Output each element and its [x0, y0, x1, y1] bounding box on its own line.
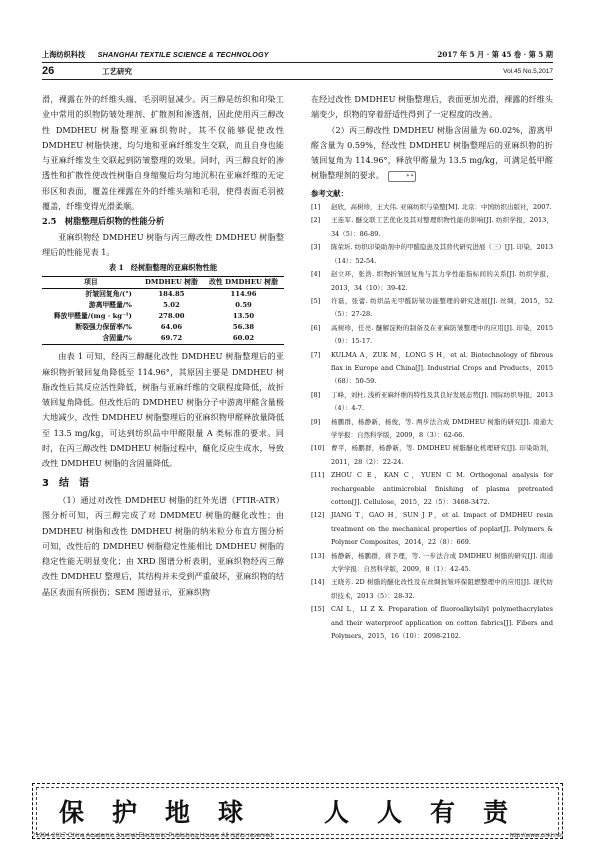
table-row: [42, 322, 284, 333]
reference-text: 赵立环，张浩. 织物折皱回复角与其力学性能指标间的关系[J]. 纺织学报，2013，34（10）：39-42.: [331, 270, 553, 292]
header-rule-2: [42, 79, 553, 80]
table-cell: 64.06: [160, 323, 183, 332]
reference-number: [2]: [311, 216, 321, 225]
right-column: [311, 92, 553, 643]
reference-number: [8]: [311, 390, 321, 399]
table-row: [42, 300, 284, 311]
reference-item: [311, 416, 553, 443]
section-label: 工艺研究: [102, 66, 132, 76]
reference-item: [311, 442, 553, 469]
reference-text: 杨静新，杨鹏群，蒋予理，等. 一步法合成 DMDHEU 树脂的研究[J]. 南通大学学报：自然科学版，2009，8（1）：42-45.: [331, 551, 553, 574]
table-cell: 13.50: [232, 312, 255, 321]
reference-item: [311, 576, 553, 603]
table-cell: 断裂强力保留率/%: [75, 323, 132, 332]
table-cell: 114.96: [230, 290, 257, 299]
reference-text: KULMA A，ZUK M，LONG S H，et al. Biotechnology of fibrous flax in Europe and China[J]. Industrial Crops and Products，2015（68）：50-59.: [331, 350, 553, 386]
header-rule: [42, 62, 553, 63]
reference-item: [311, 322, 553, 349]
paragraph: 滑，裸露在外的纤维头端、毛羽明显减少。丙三醇是纺织和印染工业中常用的织物防皱处理剂、扩散剂和渗透剂，因此使用丙三醇改性 DMDHEU 树脂整理亚麻织物时，其不仅能够促使改性 DMDHEU 树脂快速、均匀地和亚麻纤维发生交联，而且自身也能与亚麻纤维发生交联起到防皱整理的效果。同时，丙三醇良好的渗透性和扩散性使改性树脂自身缩聚后均匀地沉积在亚麻纤维的无定形区和表面，覆盖住裸露在外的纤维头端和毛羽，使得表面毛羽被覆盖，纤维变得光滑柔顺。: [42, 94, 284, 212]
paragraph: （1）通过对改性 DMDHEU 树脂的红外光谱（FTIR-ATR）图分析可知，丙三醇完成了对 DMDMEU 树脂的醚化改性；由 DMDHEU 树脂和改性 DMDHEU 树脂的纳米粒分布直方图分析可知，改性后的 DMDHEU 树脂稳定性能相比 DMDHEU 树脂的稳定性能无明显变化；由 XRD 图谱分析表明，亚麻织物经丙三醇改性 DMDHEU 整理后，其结构并未受到严重破坏，亚麻织物的结晶区表面有所损伤；SEM 图谱显示，亚麻织物: [42, 494, 284, 597]
page-number: 26: [42, 65, 55, 77]
reference-text: 高树珍，任亮. 醚解淀粉的制备及在亚麻防皱整理中的应用[J]. 印染，2015（9）：15-17.: [331, 323, 553, 346]
reference-text: CAI L，LI Z X. Preparation of fluoroalkylsilyl polymethacrylates and their waterproof application on cotton fabrics[J]. Fibers and Polymers，2015，16（10）：2098-2102.: [331, 605, 553, 641]
table-row: [42, 311, 284, 322]
reference-text: JIANG T，GAO H，SUN J P，et al. Impact of DMDHEU resin treatment on the mechanical properties of poplar[J]. Polymers & Polymer Composites，2014，22（8）：669.: [331, 511, 553, 547]
reference-number: [5]: [311, 296, 321, 305]
volume-info: Vol.45 No.5,2017: [503, 67, 553, 75]
running-header: [42, 50, 553, 60]
reference-text: 杨鹏群，杨静新，杨俊，等. 两步法合成 DMDHEU 树脂的研究[J]. 南通大学学报：自然科学版，2009，8（3）：62-66.: [331, 417, 553, 439]
reference-item: [311, 509, 553, 549]
reference-item: [311, 241, 553, 268]
reference-text: 王晓芳. 2D 树脂的醚化改性及在丝绸抗皱环保阻燃整理中的应用[J]. 现代纺织技术，2013（5）：28-32.: [331, 578, 553, 600]
reference-text: 丁峰，刘杜. 浅析亚麻纤维的特性及其良好发展态势[J]. 国际纺织导报，2013（4）：4-7.: [331, 390, 553, 413]
table-row: [42, 289, 284, 301]
reference-text: 赵欣，高树珍，王大伟. 亚麻纺织与染整[M]. 北京：中国纺织出版社，2007.: [331, 203, 552, 212]
copyright-text: ?1994-2017 China Academic Journal Electronic Publishing House. All rights reserved.: [32, 832, 275, 839]
header-subline: [42, 65, 553, 77]
reference-text: 许磊，张蕾. 纺织品无甲醛防皱功能整理的研究进展[J]. 丝绸，2015，52（5）：27-28.: [331, 296, 553, 319]
reference-item: [311, 201, 553, 214]
reference-item: [311, 349, 553, 389]
table-header-cell: DMDHEU 树脂: [145, 278, 198, 287]
reference-item: [311, 295, 553, 322]
reference-item: [311, 550, 553, 577]
reference-number: [3]: [311, 243, 321, 252]
copyright-footer: [32, 832, 563, 839]
issue-info: 2017 年 5 月 · 第 45 卷 · 第 5 期: [437, 50, 553, 59]
paragraph: 由表 1 可知，经丙三醇醚化改性 DMDHEU 树脂整理后的亚麻织物折皱回复角降低至 114.96°，其原因主要是 DMDHEU 树脂改性后其反应活性降低，树脂与亚麻纤维的交联程度降低，故折皱回复角降低。但改性后的 DMDHEU 树脂分子中游离甲醛含量极大地减少，改性 DMDHEU 树脂整理后的亚麻织物甲醛释放量降低至 13.5 mg/kg，可达到纺织品中甲醛限量 A 类标准的要求。同时，在丙三醇改性 DMDHEU 树脂过程中，醚化反应生成水，导致改性 DMDHEU 树脂的含固量降低。: [42, 351, 284, 469]
reference-text: ZHOU C E，KAN C，YUEN C M. Orthogonal analysis for rechargeable antimicrobial finishing of plasma pretreated cotton[J]. Cellulose，2015，22（5）：3468-3472.: [331, 471, 553, 507]
reference-number: [11]: [311, 471, 325, 480]
reference-item: [311, 214, 553, 241]
reference-number: [10]: [311, 444, 325, 453]
table-cell: 释放甲醛量/(mg · kg⁻¹): [53, 312, 132, 321]
table-header-cell: 项目: [84, 278, 98, 287]
paragraph: 亚麻织物经 DMDHEU 树脂与丙三醇改性 DMDHEU 树脂整理后的性能见表 1。: [42, 231, 284, 257]
reference-number: [4]: [311, 270, 321, 279]
reference-item: [311, 469, 553, 509]
section-heading-3: 3 结 语: [42, 477, 89, 489]
reference-number: [12]: [311, 511, 325, 520]
table-cell: 5.02: [163, 301, 180, 310]
table-row: [42, 333, 284, 345]
cnki-link[interactable]: http://www.cnki.net: [509, 832, 563, 839]
slogan-text: 保护地球 人人有责: [58, 798, 536, 827]
table-cell: 0.59: [235, 301, 252, 310]
reference-text: 曹平，杨鹏群，杨静新，等. DMDHEU 树脂醚化机理研究[J]. 印染助剂，2011，28（2）：22-24.: [331, 444, 553, 466]
reference-item: [311, 268, 553, 295]
table-cell: 游离甲醛量/%: [88, 301, 132, 310]
reference-text: 陈荣圻. 纺织印染助剂中的甲醛隐患及其替代研究进展（三）[J]. 印染，2013（14）：52-54.: [331, 243, 553, 265]
journal-title-en: SHANGHAI TEXTILE SCIENCE & TECHNOLOGY: [97, 50, 269, 59]
reference-number: [13]: [311, 551, 325, 560]
journal-title-cn: 上海纺织科技: [42, 50, 86, 59]
table-cell: 278.00: [158, 312, 185, 321]
conclusion-text: （2）丙三醇改性 DMDHEU 树脂含固量为 60.02%，游离甲醛含量为 0.59%，经改性 DMDHEU 树脂整理后的亚麻织物的折皱回复角为 114.96°，释放甲醛量为 13.5 mg/kg，可满足低甲醛树脂整理剂的要求。: [311, 124, 553, 181]
section-heading-2-5: 2.5 树脂整理后织物的性能分析: [42, 216, 165, 227]
table-caption: 表 1 经树脂整理的亚麻织物性能: [108, 263, 218, 273]
table-cell: 184.85: [158, 290, 185, 299]
reference-number: [9]: [311, 417, 321, 426]
reference-item: [311, 389, 553, 416]
reference-number: [15]: [311, 605, 325, 614]
paragraph: 在经过改性 DMDHEU 树脂整理后，表面更加光滑，裸露的纤维头端变少，织物的穿着舒适性得到了一定程度的改善。: [311, 94, 553, 120]
table-cell: 60.02: [232, 334, 255, 343]
table-cell: 69.72: [160, 334, 183, 343]
slogan-banner: [32, 783, 563, 839]
paragraph: [311, 123, 553, 184]
reference-item: [311, 603, 553, 643]
table-header-cell: 改性 DMDHEU 树脂: [209, 278, 278, 287]
reference-number: [6]: [311, 323, 321, 332]
reference-text: 王连军. 醚交联工艺优化及其对整理织物性能的影响[J]. 纺织学报，2013，34（5）：86-89.: [331, 216, 553, 238]
reference-number: [7]: [311, 350, 321, 359]
reference-number: [1]: [311, 203, 321, 212]
table-cell: 折皱回复角/(°): [85, 290, 132, 299]
reference-list: [311, 201, 553, 643]
reference-number: [14]: [311, 578, 325, 587]
table-cell: 含固量/%: [102, 334, 132, 343]
table-header-row: [42, 277, 284, 289]
references-heading: 参考文献：: [311, 188, 348, 198]
fabric-properties-table: [42, 276, 284, 345]
table-cell: 56.38: [232, 323, 255, 332]
left-column: [42, 92, 284, 600]
stamp-icon: ✦✦: [388, 171, 416, 182]
